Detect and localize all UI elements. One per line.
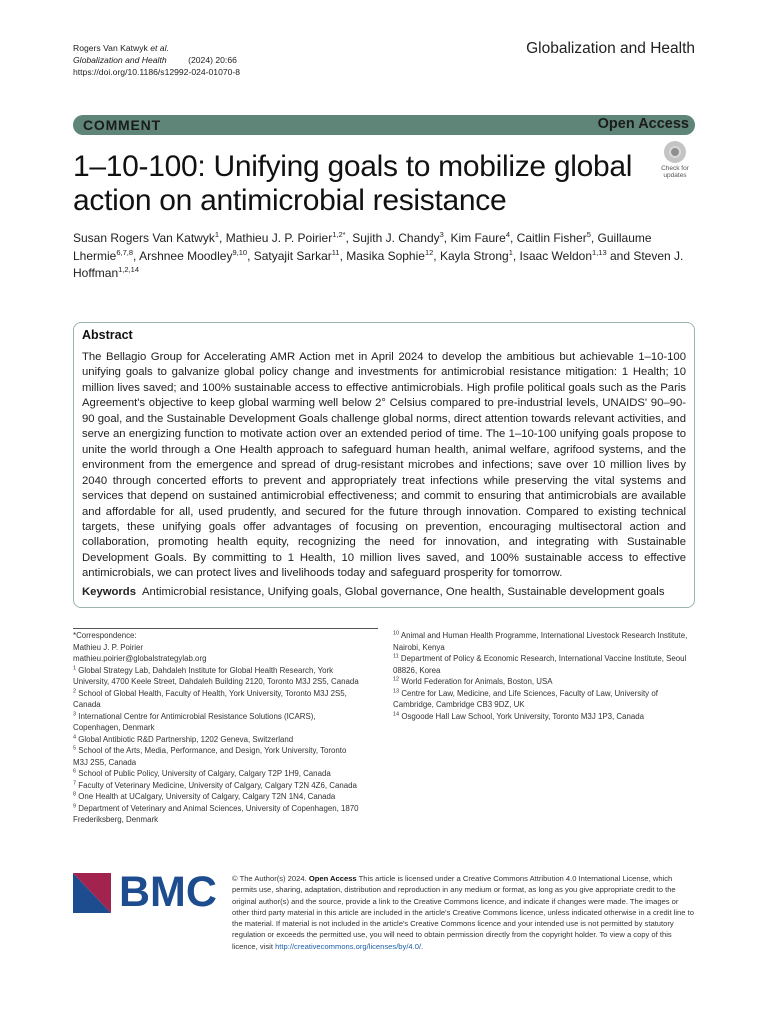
author-name[interactable]: Mathieu J. P. Poirier: [225, 231, 333, 245]
header-doi-link[interactable]: https://doi.org/10.1186/s12992-024-01070-8: [73, 67, 241, 77]
license-text: © The Author(s) 2024. Open Access This article is licensed under a Creative Commons Attribution 4.0 International License, which permits use, sharing, adaptation, distribution and reproduction in any medium or format, as long as you give appropriate credit to the original author(s) and the source, provide a link to the Creative Commons licence, and indicate if changes were made. The images or other third party material in this article are included in the article's Creative Commons licence, unless indicated otherwise in a credit line to the material. If material is not included in the article's Creative Commons licence and your intended use is not permitted by statutory regulation or exceeds the permitted use, you will need to obtain permission directly from the copyright holder. To view a copy of this licence, visit http://creativecommons.org/licenses/by/4.0/.: [232, 874, 694, 951]
footnote-item: $^{13}$ Centre for Law, Medicine, and Life Sciences, Faculty of Law, University of Cambridge, Cambridge CB3 9DZ, UK: [393, 687, 658, 709]
author-affiliation: 3: [439, 230, 444, 239]
author-list: Susan Rogers Van Katwyk$^1$, Mathieu J. P. Poirier$^{1,2*}$, Sujith J. Chandy$^3$, Kim Faure$^4$, Caitlin Fisher$^5$, Guillaume Lhermie$^{6,7,8}$, Arshnee Moodley$^{9,10}$, Satyajit Sarkar$^{11}$, Masika Sophie$^{12}$, Kayla Strong$^1$, Isaac Weldon$^{1,13}$ and Steven J. Hoffman$^{1,2,14}$: [73, 230, 684, 280]
running-header: [73, 42, 240, 78]
author-name[interactable]: Sujith J. Chandy: [352, 231, 440, 245]
abstract-text: The Bellagio Group for Accelerating AMR Action met in April 2024 to develop the ambitious but achievable 1–10-100 unifying goals to galvanize global policy change and investments for antimicrobial resistance mitigation: 1 Health; 10 million lives saved; and 100% sustainable access to effective antimicrobials. High profile political goals such as the Paris Agreement's objective to keep global warming well below 2° Celsius compared to pre-industrial levels, UNAIDS' 90–90-90 goal, and the Sustainable Development Goals challenge global norms, direct attention towards relevant activities, and serve an energizing function to motivate action over an extended period of time. The 1–10-100 unifying goals propose to unite the world through a One Health approach to safeguard human health, animal welfare, agrifood systems, and the environment from the emergence and spread of drug-resistant microbes and infections; save over 10 million lives by 2040 through concerted efforts to prevent and appropriately treat infections while preserving the vital systems and services that depend on sustained antimicrobial effectiveness; and commit to ensuring that antimicrobials are available and affordable for all, used prudently, and secured for the future through innovation. Compared to existing technical targets, these unifying goals offer advantages of focusing on prevention, encouraging multisectoral action and collaboration, promoting health equity, recognizing the need for innovation, and integrating with Sustainable Development Goals. By committing to 1 Health, 10 million lives saved, and 100% sustainable access to effective antimicrobials, we can protect lives and livelihoods today and safeguard prosperity for tomorrow.: [82, 351, 686, 580]
header-authors: Rogers Van Katwyk et al.: [73, 43, 169, 53]
author-affiliation: 9,10: [232, 247, 248, 257]
footnote-item: $^{10}$ Animal and Human Health Programme, International Livestock Research Institute, Nairobi, Kenya: [393, 630, 688, 652]
footnote-item: $^8$ One Health at UCalgary, University of Calgary, Calgary T2N 1N4, Canada: [73, 791, 336, 801]
footnote-item: $^1$ Global Strategy Lab, Dahdaleh Institute for Global Health Research, York University, 4700 Keele Street, Dahdaleh Building 2120, Toronto M3J 2S5, Canada: [73, 664, 359, 686]
author-affiliation: 1,2,14: [118, 265, 139, 274]
footnote-item: $^6$ School of Public Policy, University of Calgary, Calgary T2P 1H9, Canada: [73, 768, 331, 778]
author-affiliation: 1: [214, 230, 220, 239]
footnote-divider: [73, 628, 378, 629]
article-type-label: COMMENT: [83, 117, 161, 133]
keywords: [82, 585, 686, 600]
footnote-item: Mathieu J. P. Poirier: [73, 642, 144, 652]
footnote-item: $^7$ Faculty of Veterinary Medicine, University of Calgary, Calgary T2N 4Z6, Canada: [73, 779, 357, 790]
footnote-item: $^5$ School of the Arts, Media, Performance, and Design, York University, Toronto M3J 2S5, Canada: [73, 745, 347, 767]
footnotes-left: [73, 630, 363, 826]
author-name[interactable]: Susan Rogers Van Katwyk: [73, 231, 215, 245]
keywords-label: Keywords: [82, 586, 136, 598]
author-affiliation: 1,2*: [332, 230, 346, 239]
author-affiliation: 5: [586, 230, 591, 239]
abstract-box: [73, 322, 695, 608]
author-name[interactable]: Isaac Weldon: [519, 248, 593, 263]
author-name[interactable]: Masika Sophie: [346, 248, 425, 263]
author-name[interactable]: Arshnee Moodley: [139, 248, 233, 263]
footnote-item: $^3$ International Centre for Antimicrobial Resistance Solutions (ICARS), Copenhagen, Denmark: [73, 710, 316, 732]
footnote-item: *Correspondence:: [73, 631, 137, 640]
author-affiliation: 1,13: [592, 247, 607, 257]
author-name[interactable]: Kim Faure: [450, 231, 506, 245]
journal-name: Globalization and Health: [526, 40, 695, 57]
header-citation: Globalization and Health (2024) 20:66: [73, 55, 237, 65]
footnote-item: $^4$ Global Antibiotic R&D Partnership, 1202 Geneva, Switzerland: [73, 733, 294, 744]
author-name[interactable]: Satyajit Sarkar: [253, 248, 332, 263]
footnotes-right: [393, 630, 693, 722]
author-name[interactable]: Guillaume Lhermie: [73, 231, 652, 263]
keywords-list: Antimicrobial resistance, Unifying goals, Global governance, One health, Sustainable development goals: [142, 586, 665, 598]
license-link[interactable]: http://creativecommons.org/licenses/by/4.0/: [275, 941, 422, 951]
footnote-item: mathieu.poirier@globalstrategylab.org: [73, 654, 207, 663]
article-title: 1–10-100: Unifying goals to mobilize global action on antimicrobial resistance: [73, 150, 633, 217]
footnote-item: $^{11}$ Department of Policy & Economic Research, International Vaccine Institute, Seoul 08826, Korea: [393, 653, 687, 675]
check-updates-icon: [664, 141, 686, 163]
author-affiliation: 4: [505, 230, 510, 239]
author-affiliation: 12: [424, 247, 434, 257]
footnote-item: $^{12}$ World Federation for Animals, Boston, USA: [393, 676, 553, 686]
open-access-label: Open Access: [597, 116, 689, 132]
author-name[interactable]: Kayla Strong: [439, 248, 509, 263]
bmc-logo: [73, 868, 217, 916]
footnote-item: $^{14}$ Osgoode Hall Law School, York University, Toronto M3J 1P3, Canada: [393, 710, 645, 721]
footnote-item: $^2$ School of Global Health, Faculty of Health, York University, Toronto M3J 2S5, Canada: [73, 687, 347, 709]
author-affiliation: 1: [508, 247, 513, 257]
author-affiliation: 11: [331, 247, 340, 257]
article-type-band: [73, 115, 695, 135]
check-for-updates-button[interactable]: Check for updates: [656, 141, 694, 181]
bmc-logo-text: BMC: [119, 868, 217, 916]
author-affiliation: 6,7,8: [116, 247, 134, 257]
author-name[interactable]: Steven J. Hoffman: [73, 248, 684, 280]
footnote-item: $^9$ Department of Veterinary and Animal Sciences, University of Copenhagen, 1870 Frederiksberg, Denmark: [73, 802, 359, 824]
author-name[interactable]: Caitlin Fisher: [516, 231, 587, 245]
bmc-logo-icon: [73, 873, 111, 913]
abstract-heading: Abstract: [82, 328, 133, 342]
